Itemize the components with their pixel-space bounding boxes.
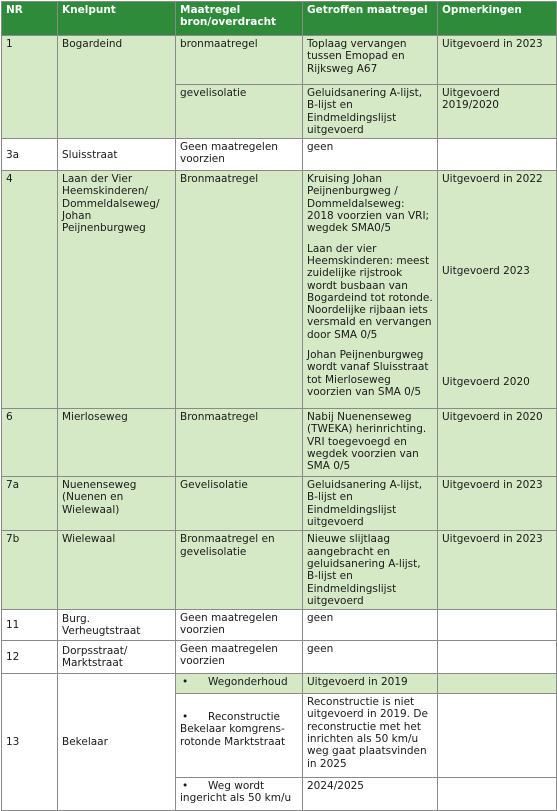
cell-maatregel: gevelisolatie xyxy=(176,85,303,139)
cell-knelpunt: Dorpsstraat/ Marktstraat xyxy=(58,641,176,674)
cell-getroffen: Toplaag vervangen tussen Emopad en Rijksweg A67 xyxy=(303,36,438,85)
cell-getroffen: Reconstructie is niet uitgevoerd in 2019. De reconstructie met het inrichten als 50 km/u weg gaat plaatsvinden in 2025 xyxy=(303,694,438,778)
maatregel-text: Wegonderhoud xyxy=(208,676,288,689)
cell-maatregel: Geen maatregelen voorzien xyxy=(176,641,303,674)
cell-getroffen: geen xyxy=(303,641,438,674)
table-row xyxy=(2,171,557,409)
table-row xyxy=(2,674,557,694)
table-row xyxy=(2,531,557,610)
cell-nr: 3a xyxy=(2,139,58,171)
cell-nr: 13 xyxy=(2,674,58,811)
cell-knelpunt: Mierloseweg xyxy=(58,409,176,477)
table-row xyxy=(2,409,557,477)
cell-nr: 4 xyxy=(2,171,58,409)
cell-knelpunt: Bekelaar xyxy=(58,674,176,811)
cell-opmerkingen: Uitgevoerd in 2023 xyxy=(438,36,557,85)
cell-maatregel xyxy=(176,694,303,778)
cell-maatregel: Bronmaatregel xyxy=(176,409,303,477)
getroffen-paragraph: Laan der vier Heemskinderen: meest zuidelijke rijstrook wordt busbaan van Bogardeind tot rotonde. Noordelijke rijbaan iets versmald en vervangen door SMA 0/5 xyxy=(307,242,433,341)
cell-getroffen: Geluidsanering A-lijst, B-lijst en Eindmeldingslijst uitgevoerd xyxy=(303,477,438,531)
cell-getroffen: Nabij Nuenenseweg (TWEKA) herinrichting. VRI toegevoegd en wegdek voorzien van SMA 0/5 xyxy=(303,409,438,477)
table-row xyxy=(2,641,557,674)
opmerking-line: Uitgevoerd 2020 xyxy=(442,375,530,388)
bullet-icon: • xyxy=(182,780,189,793)
cell-maatregel: Bronmaatregel xyxy=(176,171,303,409)
cell-maatregel xyxy=(176,778,303,811)
cell-nr: 12 xyxy=(2,641,58,674)
measures-table xyxy=(1,1,557,811)
cell-getroffen: Nieuwe slijtlaag aangebracht en geluidsanering A-lijst, B-lijst en Eindmeldingslijst uitgevoerd xyxy=(303,531,438,610)
cell-getroffen: geen xyxy=(303,610,438,641)
cell-opmerkingen xyxy=(438,139,557,171)
cell-getroffen: Uitgevoerd in 2019 xyxy=(303,674,438,694)
cell-getroffen xyxy=(303,171,438,409)
cell-opmerkingen: Uitgevoerd in 2020 xyxy=(438,409,557,477)
header-knelpunt: Knelpunt xyxy=(58,2,176,36)
opmerking-line: Uitgevoerd 2023 xyxy=(442,265,530,278)
header-maatregel: Maatregel bron/overdracht xyxy=(176,2,303,36)
cell-knelpunt: Sluisstraat xyxy=(58,139,176,171)
header-getroffen: Getroffen maatregel xyxy=(303,2,438,36)
table-row xyxy=(2,139,557,171)
cell-opmerkingen: Uitgevoerd in 2023 xyxy=(438,477,557,531)
cell-knelpunt: Bogardeind xyxy=(58,36,176,139)
header-row xyxy=(2,2,557,36)
cell-maatregel: Bronmaatregel en gevelisolatie xyxy=(176,531,303,610)
cell-nr: 1 xyxy=(2,36,58,139)
cell-maatregel: Geen maatregelen voorzien xyxy=(176,610,303,641)
cell-opmerkingen xyxy=(438,778,557,811)
cell-knelpunt: Nuenenseweg (Nuenen en Wielewaal) xyxy=(58,477,176,531)
cell-getroffen: 2024/2025 xyxy=(303,778,438,811)
opmerking-line: Uitgevoerd in 2022 xyxy=(442,173,543,186)
cell-maatregel xyxy=(176,674,303,694)
cell-nr: 6 xyxy=(2,409,58,477)
maatregel-text: Weg wordt ingericht als 50 km/u xyxy=(180,780,292,805)
bullet-icon: • xyxy=(182,711,189,724)
cell-maatregel: bronmaatregel xyxy=(176,36,303,85)
cell-getroffen: Geluidsanering A-lijst, B-lijst en Eindmeldingslijst uitgevoerd xyxy=(303,85,438,139)
header-nr: NR xyxy=(2,2,58,36)
cell-nr: 11 xyxy=(2,610,58,641)
table-row xyxy=(2,477,557,531)
table-row xyxy=(2,36,557,85)
cell-opmerkingen xyxy=(438,171,557,409)
cell-nr: 7b xyxy=(2,531,58,610)
cell-getroffen: geen xyxy=(303,139,438,171)
cell-knelpunt: Laan der Vier Heemskinderen/ Dommeldalseweg/ Johan Peijnenburgweg xyxy=(58,171,176,409)
getroffen-paragraph: Johan Peijnenburgweg wordt vanaf Sluisstraat tot Mierloseweg voorzien van SMA 0/5 xyxy=(307,349,429,398)
cell-opmerkingen: Uitgevoerd in 2023 xyxy=(438,531,557,610)
cell-knelpunt: Burg. Verheugtstraat xyxy=(58,610,176,641)
maatregel-text: Reconstructie Bekelaar komgrens-rotonde Marktstraat xyxy=(180,711,286,748)
bullet-icon: • xyxy=(182,676,189,689)
cell-opmerkingen xyxy=(438,641,557,674)
cell-opmerkingen xyxy=(438,610,557,641)
getroffen-paragraph: Kruising Johan Peijnenburgweg / Dommeldalseweg: 2018 voorzien van VRI; wegdek SMA0/5 xyxy=(307,173,430,235)
table-row xyxy=(2,610,557,641)
cell-nr: 7a xyxy=(2,477,58,531)
cell-maatregel: Geen maatregelen voorzien xyxy=(176,139,303,171)
header-opmerkingen: Opmerkingen xyxy=(438,2,557,36)
cell-maatregel: Gevelisolatie xyxy=(176,477,303,531)
cell-opmerkingen xyxy=(438,674,557,694)
cell-knelpunt: Wielewaal xyxy=(58,531,176,610)
cell-opmerkingen: Uitgevoerd 2019/2020 xyxy=(438,85,557,139)
cell-opmerkingen xyxy=(438,694,557,778)
